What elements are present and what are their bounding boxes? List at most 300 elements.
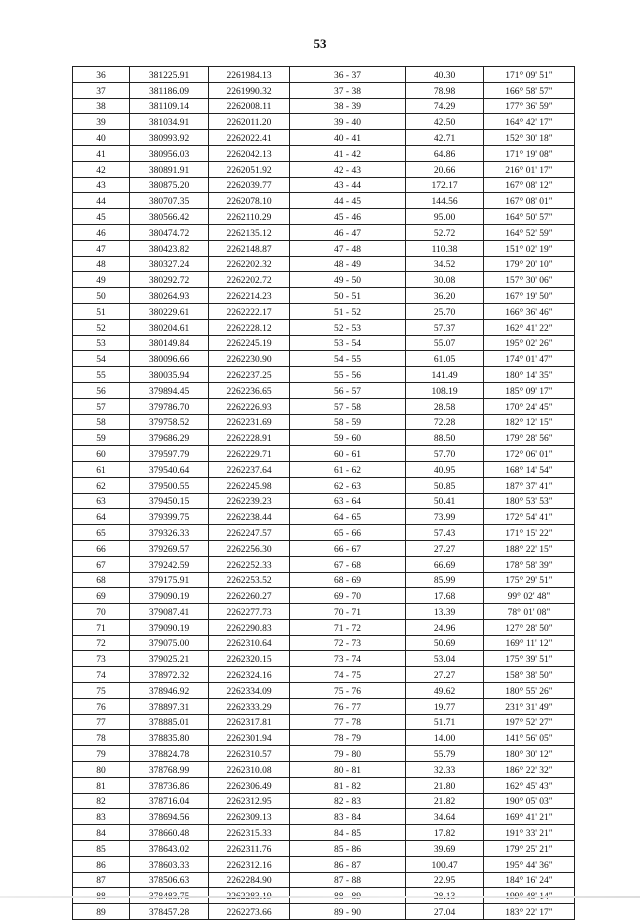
y-coordinate-cell: 2262236.65 xyxy=(209,382,290,398)
length-cell: 72.28 xyxy=(406,414,484,430)
x-coordinate-cell: 378946.92 xyxy=(130,683,209,699)
table-row xyxy=(73,493,575,509)
segment-cell: 40 - 41 xyxy=(290,130,406,146)
length-cell: 55.07 xyxy=(406,335,484,351)
segment-cell: 74 - 75 xyxy=(290,667,406,683)
bearing-cell: 175° 39' 51" xyxy=(484,651,575,667)
table-row xyxy=(73,762,575,778)
y-coordinate-cell: 2262252.33 xyxy=(209,556,290,572)
segment-cell: 83 - 84 xyxy=(290,809,406,825)
length-cell: 32.33 xyxy=(406,762,484,778)
coordinates-table-body xyxy=(73,67,575,920)
table-row xyxy=(73,856,575,872)
segment-cell: 43 - 44 xyxy=(290,177,406,193)
segment-cell: 77 - 78 xyxy=(290,714,406,730)
table-row xyxy=(73,477,575,493)
length-cell: 141.49 xyxy=(406,367,484,383)
point-number-cell: 38 xyxy=(73,98,130,114)
segment-cell: 53 - 54 xyxy=(290,335,406,351)
x-coordinate-cell: 380474.72 xyxy=(130,224,209,240)
y-coordinate-cell: 2261984.13 xyxy=(209,67,290,83)
table-row xyxy=(73,604,575,620)
x-coordinate-cell: 378694.56 xyxy=(130,809,209,825)
bearing-cell: 164° 50' 57" xyxy=(484,209,575,225)
x-coordinate-cell: 379894.45 xyxy=(130,382,209,398)
y-coordinate-cell: 2262042.13 xyxy=(209,145,290,161)
length-cell: 21.80 xyxy=(406,777,484,793)
length-cell: 172.17 xyxy=(406,177,484,193)
x-coordinate-cell: 380292.72 xyxy=(130,272,209,288)
x-coordinate-cell: 378457.28 xyxy=(130,904,209,920)
segment-cell: 78 - 79 xyxy=(290,730,406,746)
x-coordinate-cell: 379399.75 xyxy=(130,509,209,525)
y-coordinate-cell: 2262245.98 xyxy=(209,477,290,493)
y-coordinate-cell: 2262228.91 xyxy=(209,430,290,446)
y-coordinate-cell: 2262039.77 xyxy=(209,177,290,193)
length-cell: 20.66 xyxy=(406,161,484,177)
bearing-cell: 171° 19' 08" xyxy=(484,145,575,161)
bearing-cell: 180° 30' 12" xyxy=(484,746,575,762)
y-coordinate-cell: 2262290.83 xyxy=(209,619,290,635)
bearing-cell: 179° 25' 21" xyxy=(484,841,575,857)
length-cell: 64.86 xyxy=(406,145,484,161)
table-row xyxy=(73,177,575,193)
table-row xyxy=(73,303,575,319)
y-coordinate-cell: 2262312.16 xyxy=(209,856,290,872)
bearing-cell: 191° 33' 21" xyxy=(484,825,575,841)
segment-cell: 47 - 48 xyxy=(290,240,406,256)
y-coordinate-cell: 2262312.95 xyxy=(209,793,290,809)
bearing-cell: 151° 02' 19" xyxy=(484,240,575,256)
page-number: 53 xyxy=(313,36,327,51)
point-number-cell: 37 xyxy=(73,82,130,98)
y-coordinate-cell: 2262202.72 xyxy=(209,272,290,288)
segment-cell: 57 - 58 xyxy=(290,398,406,414)
bearing-cell: 169° 11' 12" xyxy=(484,635,575,651)
segment-cell: 48 - 49 xyxy=(290,256,406,272)
table-row xyxy=(73,145,575,161)
point-number-cell: 36 xyxy=(73,67,130,83)
x-coordinate-cell: 380875.20 xyxy=(130,177,209,193)
segment-cell: 89 - 90 xyxy=(290,904,406,920)
length-cell: 27.27 xyxy=(406,667,484,683)
length-cell: 40.95 xyxy=(406,461,484,477)
y-coordinate-cell: 2262317.81 xyxy=(209,714,290,730)
table-row xyxy=(73,288,575,304)
y-coordinate-cell: 2262110.29 xyxy=(209,209,290,225)
bearing-cell: 167° 08' 01" xyxy=(484,193,575,209)
bearing-cell: 180° 14' 35" xyxy=(484,367,575,383)
bearing-cell: 178° 58' 39" xyxy=(484,556,575,572)
point-number-cell: 84 xyxy=(73,825,130,841)
segment-cell: 62 - 63 xyxy=(290,477,406,493)
length-cell: 50.69 xyxy=(406,635,484,651)
point-number-cell: 80 xyxy=(73,762,130,778)
y-coordinate-cell: 2262253.52 xyxy=(209,572,290,588)
x-coordinate-cell: 378897.31 xyxy=(130,698,209,714)
length-cell: 50.85 xyxy=(406,477,484,493)
bearing-cell: 175° 29' 51" xyxy=(484,572,575,588)
length-cell: 55.79 xyxy=(406,746,484,762)
bearing-cell: 171° 09' 51" xyxy=(484,67,575,83)
length-cell: 57.43 xyxy=(406,525,484,541)
point-number-cell: 58 xyxy=(73,414,130,430)
y-coordinate-cell: 2262310.64 xyxy=(209,635,290,651)
y-coordinate-cell: 2261990.32 xyxy=(209,82,290,98)
length-cell: 51.71 xyxy=(406,714,484,730)
y-coordinate-cell: 2262051.92 xyxy=(209,161,290,177)
table-row xyxy=(73,904,575,920)
table-row xyxy=(73,572,575,588)
point-number-cell: 48 xyxy=(73,256,130,272)
bearing-cell: 158° 38' 50" xyxy=(484,667,575,683)
x-coordinate-cell: 380149.84 xyxy=(130,335,209,351)
point-number-cell: 72 xyxy=(73,635,130,651)
x-coordinate-cell: 379075.00 xyxy=(130,635,209,651)
x-coordinate-cell: 380096.66 xyxy=(130,351,209,367)
x-coordinate-cell: 380035.94 xyxy=(130,367,209,383)
segment-cell: 73 - 74 xyxy=(290,651,406,667)
y-coordinate-cell: 2262008.11 xyxy=(209,98,290,114)
length-cell: 22.95 xyxy=(406,872,484,888)
length-cell: 17.82 xyxy=(406,825,484,841)
bearing-cell: 141° 56' 05" xyxy=(484,730,575,746)
segment-cell: 65 - 66 xyxy=(290,525,406,541)
point-number-cell: 67 xyxy=(73,556,130,572)
x-coordinate-cell: 380707.35 xyxy=(130,193,209,209)
point-number-cell: 46 xyxy=(73,224,130,240)
segment-cell: 36 - 37 xyxy=(290,67,406,83)
length-cell: 74.29 xyxy=(406,98,484,114)
y-coordinate-cell: 2262078.10 xyxy=(209,193,290,209)
table-row xyxy=(73,367,575,383)
bearing-cell: 166° 58' 57" xyxy=(484,82,575,98)
segment-cell: 42 - 43 xyxy=(290,161,406,177)
y-coordinate-cell: 2262239.23 xyxy=(209,493,290,509)
length-cell: 34.52 xyxy=(406,256,484,272)
point-number-cell: 49 xyxy=(73,272,130,288)
point-number-cell: 79 xyxy=(73,746,130,762)
segment-cell: 50 - 51 xyxy=(290,288,406,304)
length-cell: 42.71 xyxy=(406,130,484,146)
bearing-cell: 162° 45' 43" xyxy=(484,777,575,793)
point-number-cell: 42 xyxy=(73,161,130,177)
length-cell: 34.64 xyxy=(406,809,484,825)
x-coordinate-cell: 381186.09 xyxy=(130,82,209,98)
length-cell: 42.50 xyxy=(406,114,484,130)
table-row xyxy=(73,556,575,572)
point-number-cell: 74 xyxy=(73,667,130,683)
y-coordinate-cell: 2262310.08 xyxy=(209,762,290,778)
x-coordinate-cell: 379087.41 xyxy=(130,604,209,620)
point-number-cell: 66 xyxy=(73,540,130,556)
bearing-cell: 167° 19' 50" xyxy=(484,288,575,304)
table-row xyxy=(73,209,575,225)
bearing-cell: 78° 01' 08" xyxy=(484,604,575,620)
point-number-cell: 89 xyxy=(73,904,130,920)
point-number-cell: 54 xyxy=(73,351,130,367)
point-number-cell: 40 xyxy=(73,130,130,146)
table-row xyxy=(73,714,575,730)
segment-cell: 63 - 64 xyxy=(290,493,406,509)
segment-cell: 58 - 59 xyxy=(290,414,406,430)
x-coordinate-cell: 379242.59 xyxy=(130,556,209,572)
bearing-cell: 180° 53' 53" xyxy=(484,493,575,509)
bearing-cell: 127° 28' 50" xyxy=(484,619,575,635)
table-row xyxy=(73,777,575,793)
table-row xyxy=(73,651,575,667)
table-row xyxy=(73,825,575,841)
bearing-cell: 182° 12' 15" xyxy=(484,414,575,430)
x-coordinate-cell: 379500.55 xyxy=(130,477,209,493)
length-cell: 73.99 xyxy=(406,509,484,525)
x-coordinate-cell: 379090.19 xyxy=(130,619,209,635)
segment-cell: 39 - 40 xyxy=(290,114,406,130)
bearing-cell: 187° 37' 41" xyxy=(484,477,575,493)
x-coordinate-cell: 378660.48 xyxy=(130,825,209,841)
length-cell: 28.58 xyxy=(406,398,484,414)
length-cell: 57.70 xyxy=(406,446,484,462)
x-coordinate-cell: 379758.52 xyxy=(130,414,209,430)
bearing-cell: 186° 22' 32" xyxy=(484,762,575,778)
table-row xyxy=(73,398,575,414)
y-coordinate-cell: 2262310.57 xyxy=(209,746,290,762)
y-coordinate-cell: 2262306.49 xyxy=(209,777,290,793)
length-cell: 39.69 xyxy=(406,841,484,857)
length-cell: 30.08 xyxy=(406,272,484,288)
point-number-cell: 63 xyxy=(73,493,130,509)
point-number-cell: 82 xyxy=(73,793,130,809)
x-coordinate-cell: 379326.33 xyxy=(130,525,209,541)
point-number-cell: 64 xyxy=(73,509,130,525)
bearing-cell: 164° 52' 59" xyxy=(484,224,575,240)
y-coordinate-cell: 2262202.32 xyxy=(209,256,290,272)
table-row xyxy=(73,82,575,98)
x-coordinate-cell: 378885.01 xyxy=(130,714,209,730)
y-coordinate-cell: 2262231.69 xyxy=(209,414,290,430)
x-coordinate-cell: 379686.29 xyxy=(130,430,209,446)
length-cell: 27.27 xyxy=(406,540,484,556)
table-row xyxy=(73,683,575,699)
y-coordinate-cell: 2262301.94 xyxy=(209,730,290,746)
y-coordinate-cell: 2262022.41 xyxy=(209,130,290,146)
bearing-cell: 195° 02' 26" xyxy=(484,335,575,351)
point-number-cell: 45 xyxy=(73,209,130,225)
segment-cell: 86 - 87 xyxy=(290,856,406,872)
table-row xyxy=(73,525,575,541)
y-coordinate-cell: 2262260.27 xyxy=(209,588,290,604)
table-row xyxy=(73,382,575,398)
bearing-cell: 195° 44' 36" xyxy=(484,856,575,872)
y-coordinate-cell: 2262135.12 xyxy=(209,224,290,240)
y-coordinate-cell: 2262273.66 xyxy=(209,904,290,920)
length-cell: 24.96 xyxy=(406,619,484,635)
point-number-cell: 83 xyxy=(73,809,130,825)
point-number-cell: 47 xyxy=(73,240,130,256)
bearing-cell: 188° 22' 15" xyxy=(484,540,575,556)
bearing-cell: 180° 55' 26" xyxy=(484,683,575,699)
point-number-cell: 55 xyxy=(73,367,130,383)
point-number-cell: 43 xyxy=(73,177,130,193)
point-number-cell: 69 xyxy=(73,588,130,604)
x-coordinate-cell: 378603.33 xyxy=(130,856,209,872)
x-coordinate-cell: 380327.24 xyxy=(130,256,209,272)
x-coordinate-cell: 381225.91 xyxy=(130,67,209,83)
bearing-cell: 168° 14' 54" xyxy=(484,461,575,477)
point-number-cell: 51 xyxy=(73,303,130,319)
y-coordinate-cell: 2262237.64 xyxy=(209,461,290,477)
table-row xyxy=(73,461,575,477)
point-number-cell: 81 xyxy=(73,777,130,793)
y-coordinate-cell: 2262230.90 xyxy=(209,351,290,367)
segment-cell: 79 - 80 xyxy=(290,746,406,762)
segment-cell: 54 - 55 xyxy=(290,351,406,367)
y-coordinate-cell: 2262238.44 xyxy=(209,509,290,525)
table-row xyxy=(73,809,575,825)
table-row xyxy=(73,130,575,146)
x-coordinate-cell: 381109.14 xyxy=(130,98,209,114)
segment-cell: 87 - 88 xyxy=(290,872,406,888)
length-cell: 66.69 xyxy=(406,556,484,572)
segment-cell: 37 - 38 xyxy=(290,82,406,98)
bearing-cell: 179° 28' 56" xyxy=(484,430,575,446)
length-cell: 52.72 xyxy=(406,224,484,240)
table-row xyxy=(73,67,575,83)
length-cell: 13.39 xyxy=(406,604,484,620)
segment-cell: 81 - 82 xyxy=(290,777,406,793)
table-row xyxy=(73,793,575,809)
y-coordinate-cell: 2262333.29 xyxy=(209,698,290,714)
bearing-cell: 170° 24' 45" xyxy=(484,398,575,414)
point-number-cell: 73 xyxy=(73,651,130,667)
segment-cell: 52 - 53 xyxy=(290,319,406,335)
segment-cell: 71 - 72 xyxy=(290,619,406,635)
bearing-cell: 157° 30' 06" xyxy=(484,272,575,288)
x-coordinate-cell: 378643.02 xyxy=(130,841,209,857)
table-row xyxy=(73,256,575,272)
bearing-cell: 171° 15' 22" xyxy=(484,525,575,541)
length-cell: 25.70 xyxy=(406,303,484,319)
y-coordinate-cell: 2262222.17 xyxy=(209,303,290,319)
y-coordinate-cell: 2262228.12 xyxy=(209,319,290,335)
length-cell: 53.04 xyxy=(406,651,484,667)
segment-cell: 46 - 47 xyxy=(290,224,406,240)
table-row xyxy=(73,746,575,762)
length-cell: 100.47 xyxy=(406,856,484,872)
segment-cell: 69 - 70 xyxy=(290,588,406,604)
x-coordinate-cell: 379269.57 xyxy=(130,540,209,556)
table-row xyxy=(73,335,575,351)
bearing-cell: 167° 08' 12" xyxy=(484,177,575,193)
table-row xyxy=(73,588,575,604)
table-row xyxy=(73,319,575,335)
y-coordinate-cell: 2262237.25 xyxy=(209,367,290,383)
point-number-cell: 61 xyxy=(73,461,130,477)
table-row xyxy=(73,509,575,525)
bearing-cell: 190° 05' 03" xyxy=(484,793,575,809)
table-row xyxy=(73,272,575,288)
x-coordinate-cell: 380956.03 xyxy=(130,145,209,161)
segment-cell: 49 - 50 xyxy=(290,272,406,288)
bearing-cell: 172° 06' 01" xyxy=(484,446,575,462)
bearing-cell: 172° 54' 41" xyxy=(484,509,575,525)
y-coordinate-cell: 2262311.76 xyxy=(209,841,290,857)
point-number-cell: 44 xyxy=(73,193,130,209)
table-row xyxy=(73,114,575,130)
x-coordinate-cell: 378835.80 xyxy=(130,730,209,746)
point-number-cell: 77 xyxy=(73,714,130,730)
x-coordinate-cell: 379450.15 xyxy=(130,493,209,509)
table-row xyxy=(73,540,575,556)
segment-cell: 51 - 52 xyxy=(290,303,406,319)
length-cell: 108.19 xyxy=(406,382,484,398)
x-coordinate-cell: 378506.63 xyxy=(130,872,209,888)
length-cell: 78.98 xyxy=(406,82,484,98)
point-number-cell: 71 xyxy=(73,619,130,635)
bearing-cell: 197° 52' 27" xyxy=(484,714,575,730)
segment-cell: 85 - 86 xyxy=(290,841,406,857)
length-cell: 57.37 xyxy=(406,319,484,335)
table-row xyxy=(73,619,575,635)
segment-cell: 55 - 56 xyxy=(290,367,406,383)
segment-cell: 70 - 71 xyxy=(290,604,406,620)
x-coordinate-cell: 379540.64 xyxy=(130,461,209,477)
table-row xyxy=(73,841,575,857)
y-coordinate-cell: 2262334.09 xyxy=(209,683,290,699)
point-number-cell: 75 xyxy=(73,683,130,699)
y-coordinate-cell: 2262284.90 xyxy=(209,872,290,888)
table-row xyxy=(73,414,575,430)
segment-cell: 44 - 45 xyxy=(290,193,406,209)
point-number-cell: 76 xyxy=(73,698,130,714)
x-coordinate-cell: 379597.79 xyxy=(130,446,209,462)
length-cell: 36.20 xyxy=(406,288,484,304)
length-cell: 17.68 xyxy=(406,588,484,604)
bearing-cell: 185° 09' 17" xyxy=(484,382,575,398)
y-coordinate-cell: 2262309.13 xyxy=(209,809,290,825)
segment-cell: 38 - 39 xyxy=(290,98,406,114)
point-number-cell: 50 xyxy=(73,288,130,304)
x-coordinate-cell: 380423.82 xyxy=(130,240,209,256)
segment-cell: 76 - 77 xyxy=(290,698,406,714)
length-cell: 40.30 xyxy=(406,67,484,83)
segment-cell: 67 - 68 xyxy=(290,556,406,572)
segment-cell: 84 - 85 xyxy=(290,825,406,841)
bearing-cell: 166° 36' 46" xyxy=(484,303,575,319)
table-row xyxy=(73,446,575,462)
bearing-cell: 231° 31' 49" xyxy=(484,698,575,714)
table-row xyxy=(73,224,575,240)
segment-cell: 56 - 57 xyxy=(290,382,406,398)
segment-cell: 64 - 65 xyxy=(290,509,406,525)
point-number-cell: 78 xyxy=(73,730,130,746)
bearing-cell: 179° 20' 10" xyxy=(484,256,575,272)
x-coordinate-cell: 381034.91 xyxy=(130,114,209,130)
point-number-cell: 56 xyxy=(73,382,130,398)
bearing-cell: 177° 36' 59" xyxy=(484,98,575,114)
point-number-cell: 86 xyxy=(73,856,130,872)
y-coordinate-cell: 2262011.20 xyxy=(209,114,290,130)
scan-edge-line xyxy=(0,896,640,898)
point-number-cell: 57 xyxy=(73,398,130,414)
table-row xyxy=(73,872,575,888)
length-cell: 49.62 xyxy=(406,683,484,699)
segment-cell: 66 - 67 xyxy=(290,540,406,556)
segment-cell: 75 - 76 xyxy=(290,683,406,699)
table-row xyxy=(73,430,575,446)
x-coordinate-cell: 380891.91 xyxy=(130,161,209,177)
segment-cell: 45 - 46 xyxy=(290,209,406,225)
